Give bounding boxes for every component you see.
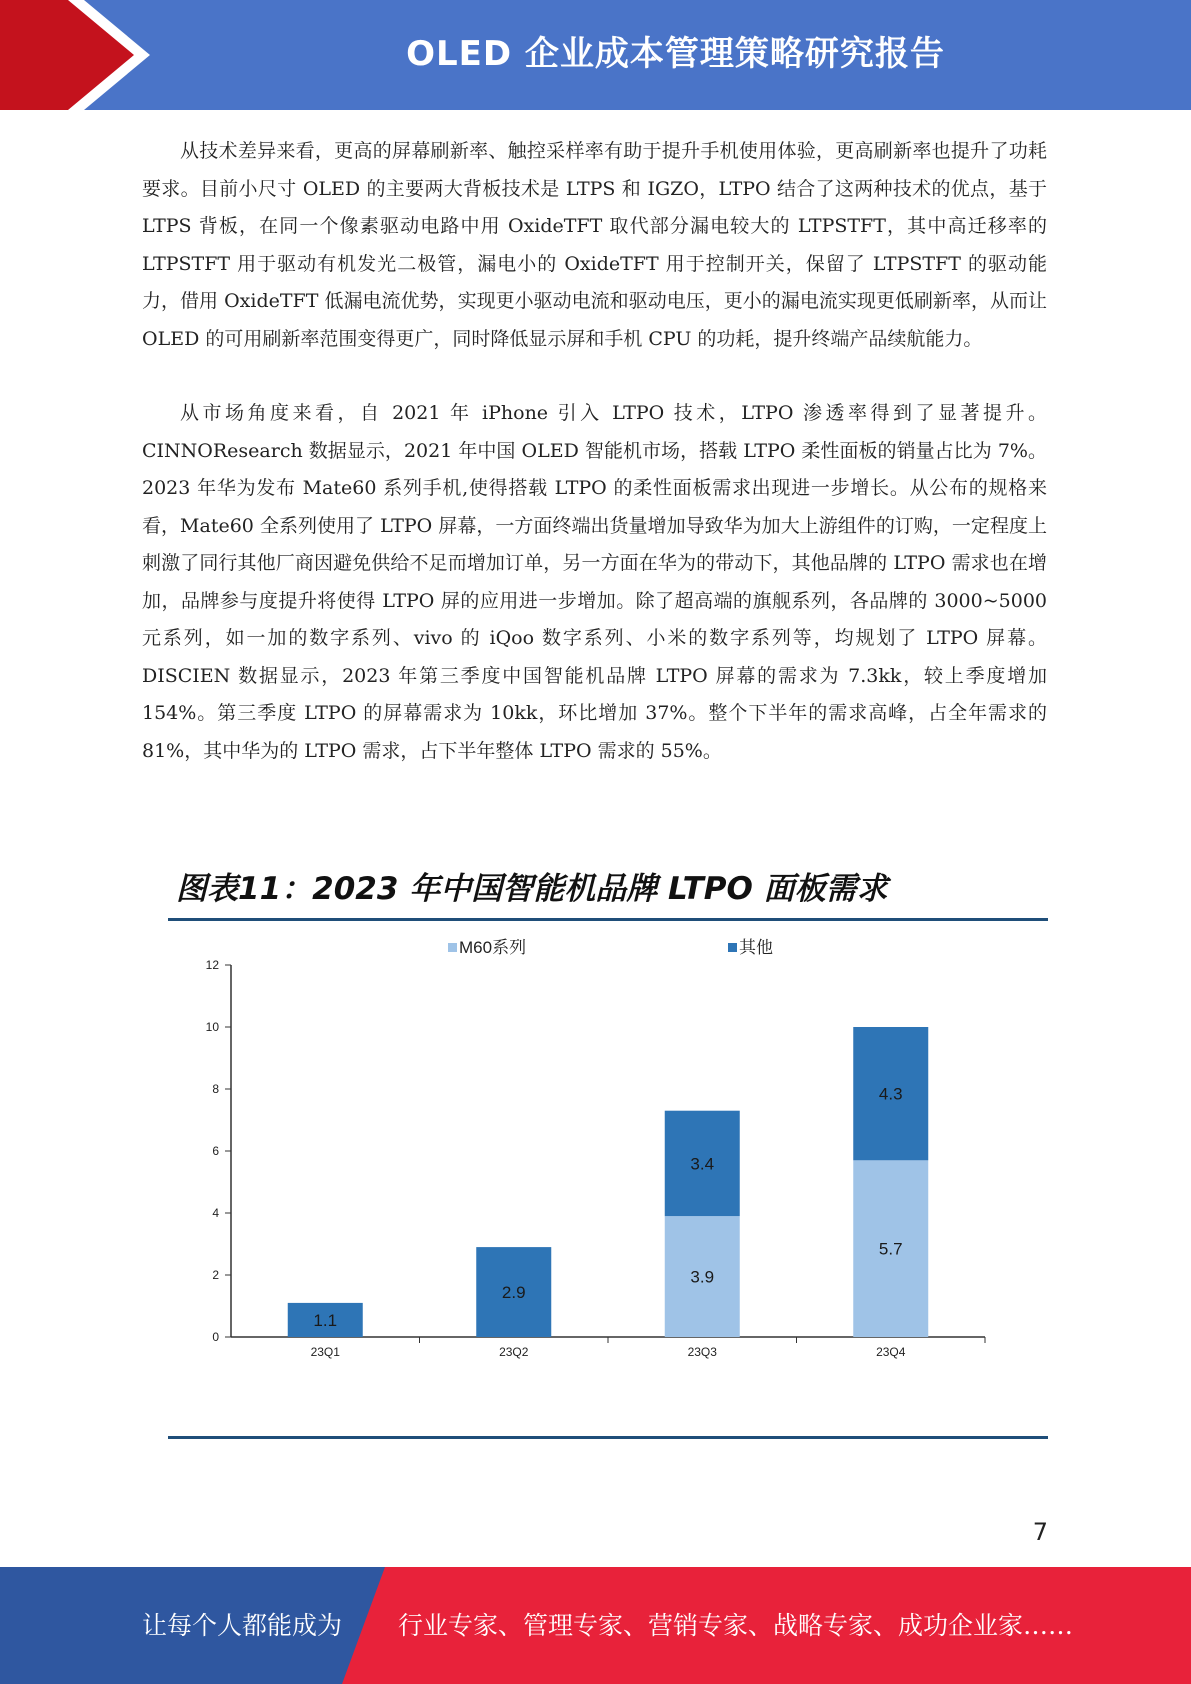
y-tick-label: 4 [212,1206,219,1220]
paragraph-market: 从市场角度来看，自 2021 年 iPhone 引入 LTPO 技术，LTPO 渗透率得到了显著提升。CINNOResearch 数据显示，2021 年中国 OLED 智能机市场，搭载 LTPO 柔性面板的销量占比为 7%。2023 年华为发布 Mate60 系列手机,使得搭载 LTPO 的柔性面板需求出现进一步增长。从公布的规格来看，Mate60 全系列使用了 LTPO 屏幕，一方面终端出货量增加导致华为加大上游组件的订购，一定程度上刺激了同行其他厂商因避免供给不足而增加订单，另一方面在华为的带动下，其他品牌的 LTPO 需求也在增加，品牌参与度提升将使得 LTPO 屏的应用进一步增加。除了超高端的旗舰系列，各品牌的 3000~5000 元系列，如一加的数字系列、vivo 的 iQoo 数字系列、小米的数字系列等，均规划了 LTPO 屏幕。DISCIEN 数据显示，2023 年第三季度中国智能机品牌 LTPO 屏幕的需求为 7.3kk，较上季度增加 154%。第三季度 LTPO 的屏幕需求为 10kk，环比增加 37%。整个下半年的需求高峰，占全年需求的 81%，其中华为的 LTPO 需求，占下半年整体 LTPO 需求的 55%。 [142,402,1047,762]
y-tick-label: 12 [205,958,219,972]
data-label: 3.4 [690,1154,715,1174]
y-tick-label: 10 [205,1020,219,1034]
legend-label: M60系列 [459,938,527,957]
data-label: 3.9 [690,1267,715,1287]
legend-swatch [448,943,457,952]
paragraph-technology: 从技术差异来看，更高的屏幕刷新率、触控采样率有助于提升手机使用体验，更高刷新率也提升了功耗要求。目前小尺寸 OLED 的主要两大背板技术是 LTPS 和 IGZO，LTPO 结合了这两种技术的优点，基于 LTPS 背板，在同一个像素驱动电路中用 OxideTFT 取代部分漏电较大的 LTPSTFT，其中高迁移率的 LTPSTFT 用于驱动有机发光二极管，漏电小的 OxideTFT 用于控制开关，保留了 LTPSTFT 的驱动能力，借用 OxideTFT 低漏电流优势，实现更小驱动电流和驱动电压，更小的漏电流实现更低刷新率，从而让 OLED 的可用刷新率范围变得更广，同时降低显示屏和手机 CPU 的功耗，提升终端产品续航能力。 [142,140,1047,350]
y-tick-label: 6 [212,1144,219,1158]
ltpo-demand-chart [168,925,1048,1430]
page-footer [0,1567,1191,1684]
y-tick-label: 0 [212,1330,219,1344]
x-tick-label: 23Q2 [499,1345,529,1359]
data-label: 5.7 [878,1239,903,1259]
x-tick-label: 23Q3 [687,1345,717,1359]
header-red-arrow [0,0,150,110]
data-label: 2.9 [501,1283,526,1303]
legend-swatch [728,943,737,952]
figure-title: 图表11：2023 年中国智能机品牌 LTPO 面板需求 [176,871,888,907]
page-number: 7 [1032,1518,1048,1546]
data-label: 1.1 [313,1310,338,1330]
figure-bottom-rule [168,1436,1048,1439]
x-tick-label: 23Q4 [876,1345,906,1359]
body-text [142,133,1047,770]
footer-slogan-left: 让每个人都能成为 [142,1611,343,1640]
x-tick-label: 23Q1 [310,1345,340,1359]
figure-top-rule [168,918,1048,921]
page-header [0,0,1191,110]
y-tick-label: 2 [212,1268,219,1282]
report-title: OLED 企业成本管理策略研究报告 [406,34,945,74]
legend-label: 其他 [739,938,773,957]
y-tick-label: 8 [212,1082,219,1096]
data-label: 4.3 [878,1084,903,1104]
footer-slogan-right: 行业专家、管理专家、营销专家、战略专家、成功企业家…… [398,1611,1074,1640]
